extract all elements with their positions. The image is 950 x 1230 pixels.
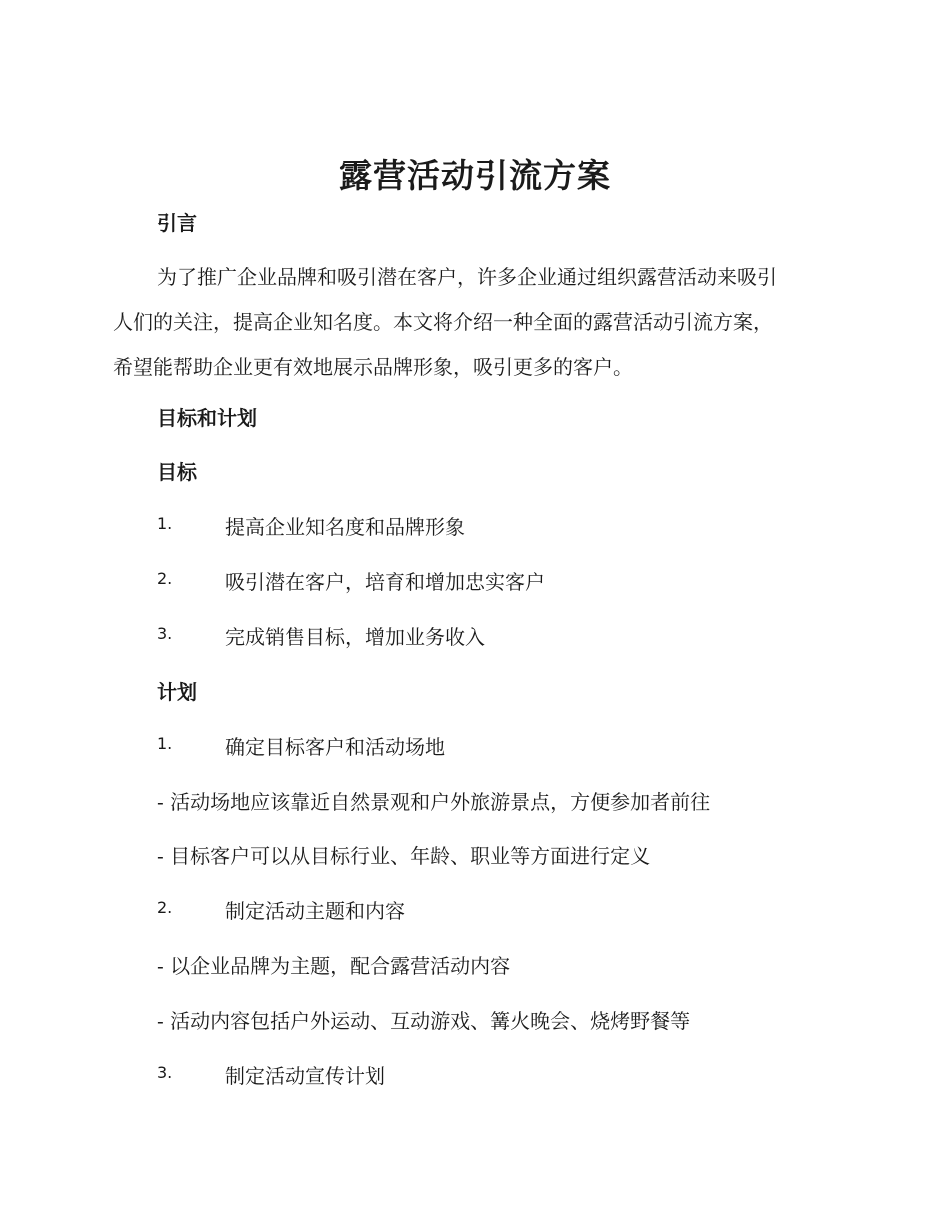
list-number: 1. (157, 734, 173, 753)
intro-paragraph (113, 255, 837, 390)
intro-line: 希望能帮助企业更有效地展示品牌形象，吸引更多的客户。 (113, 355, 633, 379)
intro-line: 为了推广企业品牌和吸引潜在客户，许多企业通过组织露营活动来吸引 (157, 265, 777, 289)
plan-detail: - 目标客户可以从目标行业、年龄、职业等方面进行定义 (157, 844, 651, 868)
intro-line: 人们的关注，提高企业知名度。本文将介绍一种全面的露营活动引流方案， (113, 310, 773, 334)
list-text: 制定活动宣传计划 (225, 1064, 385, 1088)
list-number: 1. (157, 514, 173, 533)
plan-detail: - 活动内容包括户外运动、互动游戏、篝火晚会、烧烤野餐等 (157, 1009, 691, 1033)
list-text: 完成销售目标，增加业务收入 (225, 625, 485, 649)
list-text: 制定活动主题和内容 (225, 899, 405, 923)
plan-detail: - 以企业品牌为主题，配合露营活动内容 (157, 954, 511, 978)
list-text: 提高企业知名度和品牌形象 (225, 515, 465, 539)
list-number: 2. (157, 569, 173, 588)
plan-heading: 计划 (157, 680, 197, 704)
list-text: 确定目标客户和活动场地 (225, 735, 445, 759)
section-heading: 目标和计划 (157, 406, 257, 430)
document-title: 露营活动引流方案 (339, 156, 611, 195)
list-number: 3. (157, 1063, 173, 1082)
list-number: 2. (157, 898, 173, 917)
list-text: 吸引潜在客户，培育和增加忠实客户 (225, 570, 545, 594)
plan-detail: - 活动场地应该靠近自然景观和户外旅游景点，方便参加者前往 (157, 790, 711, 814)
intro-heading: 引言 (157, 211, 197, 235)
goals-heading: 目标 (157, 460, 197, 484)
list-number: 3. (157, 624, 173, 643)
